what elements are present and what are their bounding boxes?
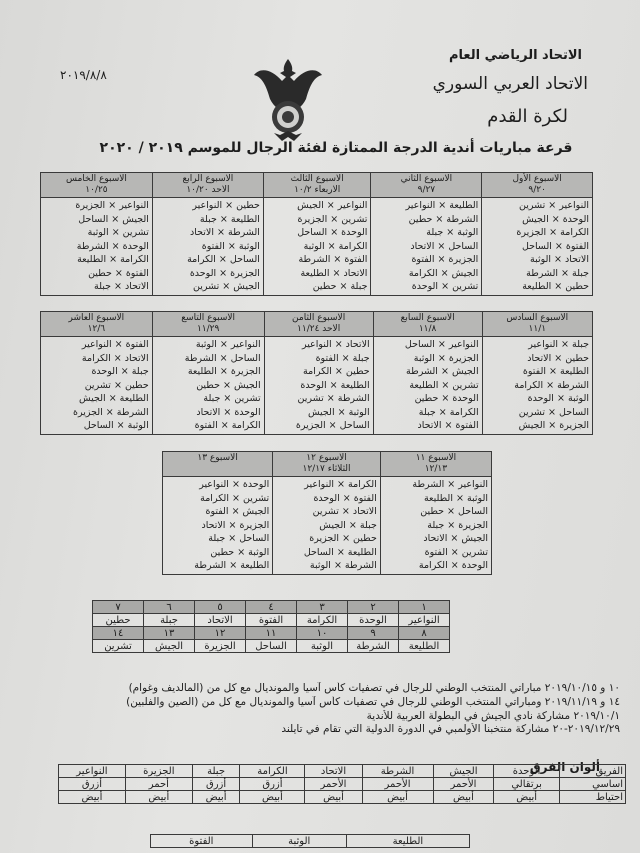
team-name: الطليعة — [399, 640, 450, 653]
note-line: ١٤ و ٢٠١٩/١١/١٩ ومباراتي المنتخب الوطني للرجال في تصفيات كأس آسيا والمونديال مع كل من (الصين والفلبين) — [126, 695, 620, 708]
team-name: الساحل — [246, 640, 297, 653]
week-3-matches: النواعير × الجيش تشرين × الجزيرة الوحدة × الساحل الكرامة × الوثبة الفتوة × الشرطة الاتحاد × الطليعة جبلة × حطين — [263, 198, 371, 296]
team-name: الشرطة — [348, 640, 399, 653]
week-13-header: الاسبوع ١٣ — [163, 452, 273, 477]
colors-cell: أزرق — [192, 778, 240, 791]
team-colors-title: ألوان الفرق — [529, 760, 600, 774]
colors-cell: أبيض — [240, 791, 305, 804]
colors-cell: أبيض — [433, 791, 494, 804]
week-9-header: الاسبوع التاسع ١١/٢٩ — [152, 312, 264, 337]
eagle-emblem-logo — [252, 55, 324, 147]
colors-cell: أبيض — [192, 791, 240, 804]
colors-cell: الوثبة — [252, 835, 346, 848]
colors-cell: أبيض — [305, 791, 362, 804]
week-8-header: الاسبوع الثامن الاحد ١١/٢٤ — [264, 312, 373, 337]
note-line: ١٠ و ٢٠١٩/١٠/١٥ مباراتي المنتخب الوطني للرجال في تصفيات كأس آسيا والمونديال مع كل من (المالديف وغوام) — [128, 682, 620, 694]
team-number: ٩ — [348, 627, 399, 640]
week-5-header: الاسبوع الخامس ١٠/٢٥ — [41, 173, 153, 198]
colors-cell: جبلة — [192, 765, 240, 778]
team-name: الفتوة — [246, 614, 297, 627]
team-number: ٦ — [144, 601, 195, 614]
team-number: ١١ — [246, 627, 297, 640]
week-11-matches: النواعير × الشرطة الوثبة × الطليعة الساحل × حطين الجزيرة × جبلة الجيش × الاتحاد تشرين × الفتوة الوحدة × الكرامة — [380, 477, 491, 575]
week-1-matches: النواعير × تشرين الوحدة × الجيش الكرامة × الجزيرة الفتوة × الساحل الاتحاد × الوثبة جبلة × الشرطة حطين × الطليعة — [482, 198, 593, 296]
schedule-row-1 — [40, 172, 593, 296]
colors-cell: أحمر — [125, 778, 192, 791]
team-number: ٢ — [348, 601, 399, 614]
colors-cell: أزرق — [240, 778, 305, 791]
note-line: ٢٠١٩/١٠/١ مشاركة نادي الجيش في البطولة العربية للأندية — [366, 709, 620, 722]
week-2-header: الاسبوع الثاني ٩/٢٧ — [371, 173, 482, 198]
team-number: ٨ — [399, 627, 450, 640]
week-4-header: الاسبوع الرابع الاحد ١٠/٢٠ — [152, 173, 263, 198]
team-number: ١٣ — [144, 627, 195, 640]
week-11-header: الاسبوع ١١ ١٢/١٣ — [380, 452, 491, 477]
team-name: الوحدة — [348, 614, 399, 627]
colors-cell: أبيض — [494, 791, 560, 804]
colors-cell: أبيض — [59, 791, 126, 804]
colors-cell: الشرطة — [362, 765, 433, 778]
team-name: تشرين — [93, 640, 144, 653]
colors-cell: احتياط — [559, 791, 625, 804]
header-general-union: الاتحاد الرياضي العام — [449, 48, 582, 63]
team-number: ١٠ — [297, 627, 348, 640]
week-6-matches: جبلة × النواعير حطين × الاتحاد الطليعة × الفتوة الشرطة × الكرامة الوثبة × الوحدة الساحل × تشرين الجزيرة × الجيش — [482, 337, 592, 435]
colors-cell: الوحدة — [494, 765, 560, 778]
team-name: الاتحاد — [195, 614, 246, 627]
team-colors-table — [58, 764, 626, 804]
team-number: ٤ — [246, 601, 297, 614]
colors-cell: الفريق — [559, 765, 625, 778]
document-date: ٢٠١٩/٨/٨ — [60, 68, 107, 82]
colors-cell: الأحمر — [305, 778, 362, 791]
colors-cell: الأحمر — [362, 778, 433, 791]
team-name: جبلة — [144, 614, 195, 627]
team-numbers-table — [92, 600, 450, 653]
colors-cell: النواعير — [59, 765, 126, 778]
header-football: لكرة القدم — [487, 106, 568, 127]
week-12-header: الاسبوع ١٢ الثلاثاء ١٢/١٧ — [273, 452, 381, 477]
week-5-matches: النواعير × الجزيرة الجيش × الساحل تشرين × الوثبة الوحدة × الشرطة الكرامة × الطليعة الفتوة × حطين الاتحاد × جبلة — [41, 198, 153, 296]
team-number: ٥ — [195, 601, 246, 614]
colors-cell: أزرق — [59, 778, 126, 791]
week-7-header: الاسبوع السابع ١١/٨ — [373, 312, 482, 337]
colors-cell: الجزيرة — [125, 765, 192, 778]
week-8-matches: الاتحاد × النواعير جبلة × الفتوة حطين × الكرامة الطليعة × الوحدة الشرطة × تشرين الوثبة × الجيش الساحل × الجزيرة — [264, 337, 373, 435]
team-number: ١٢ — [195, 627, 246, 640]
document-title: قرعة مباريات أندية الدرجة الممتازة لفئة الرجال للموسم ٢٠١٩ / ٢٠٢٠ — [99, 140, 573, 156]
schedule-row-2 — [40, 311, 593, 435]
team-name: النواعير — [399, 614, 450, 627]
week-4-matches: حطين × النواعير الطليعة × جبلة الشرطة × الاتحاد الوثبة × الفتوة الساحل × الكرامة الجزيرة × الوحدة الجيش × تشرين — [152, 198, 263, 296]
week-1-header: الاسبوع الأول ٩/٢٠ — [482, 173, 593, 198]
team-number: ١ — [399, 601, 450, 614]
team-name: الجزيرة — [195, 640, 246, 653]
colors-cell: أبيض — [125, 791, 192, 804]
colors-cell: برتقالي — [494, 778, 560, 791]
team-name: الكرامة — [297, 614, 348, 627]
week-6-header: الاسبوع السادس ١١/١ — [482, 312, 592, 337]
schedule-notes — [10, 682, 620, 737]
week-9-matches: النواعير × الوثبة الساحل × الشرطة الجزيرة × الطليعة الجيش × حطين تشرين × جبلة الوحدة × الاتحاد الكرامة × الفتوة — [152, 337, 264, 435]
colors-cell: الفتوة — [151, 835, 253, 848]
colors-cell: الاتحاد — [305, 765, 362, 778]
week-10-header: الاسبوع العاشر ١٢/٦ — [41, 312, 153, 337]
team-name: حطين — [93, 614, 144, 627]
colors-cell: الأحمر — [433, 778, 494, 791]
team-colors-table-2 — [150, 834, 470, 848]
week-3-header: الاسبوع الثالث الاربعاء ١٠/٢ — [263, 173, 371, 198]
note-line: ٢٠١٩/١٢/٢٩-٢٠ مشاركة منتخبنا الأولمبي في الدورة الدولية التي تقام في تايلند — [281, 723, 620, 736]
week-10-matches: الفتوة × النواعير الاتحاد × الكرامة جبلة × الوحدة حطين × تشرين الطليعة × الجيش الشرطة × الجزيرة الوثبة × الساحل — [41, 337, 153, 435]
team-name: الجيش — [144, 640, 195, 653]
week-12-matches: الكرامة × النواعير الفتوة × الوحدة الاتحاد × تشرين جبلة × الجيش حطين × الجزيرة الطليعة × الساحل الشرطة × الوثبة — [273, 477, 381, 575]
team-number: ١٤ — [93, 627, 144, 640]
header-syrian-union: الاتحاد العربي السوري — [432, 74, 588, 94]
colors-cell: الجيش — [433, 765, 494, 778]
colors-cell: الطليعة — [346, 835, 469, 848]
team-number: ٧ — [93, 601, 144, 614]
week-7-matches: النواعير × الساحل الجزيرة × الوثبة الجيش × الشرطة تشرين × الطليعة الوحدة × حطين الكرامة × جبلة الفتوة × الاتحاد — [373, 337, 482, 435]
colors-cell: اساسي — [559, 778, 625, 791]
week-2-matches: الطليعة × النواعير الشرطة × حطين الوثبة × جبلة الساحل × الاتحاد الجزيرة × الفتوة الجيش × الكرامة تشرين × الوحدة — [371, 198, 482, 296]
team-name: الوثبة — [297, 640, 348, 653]
colors-cell: أبيض — [362, 791, 433, 804]
week-13-matches: الوحدة × النواعير تشرين × الكرامة الجيش × الفتوة الجزيرة × الاتحاد الساحل × جبلة الوثبة × حطين الطليعة × الشرطة — [163, 477, 273, 575]
schedule-row-3 — [162, 451, 492, 575]
colors-cell: الكرامة — [240, 765, 305, 778]
team-number: ٣ — [297, 601, 348, 614]
